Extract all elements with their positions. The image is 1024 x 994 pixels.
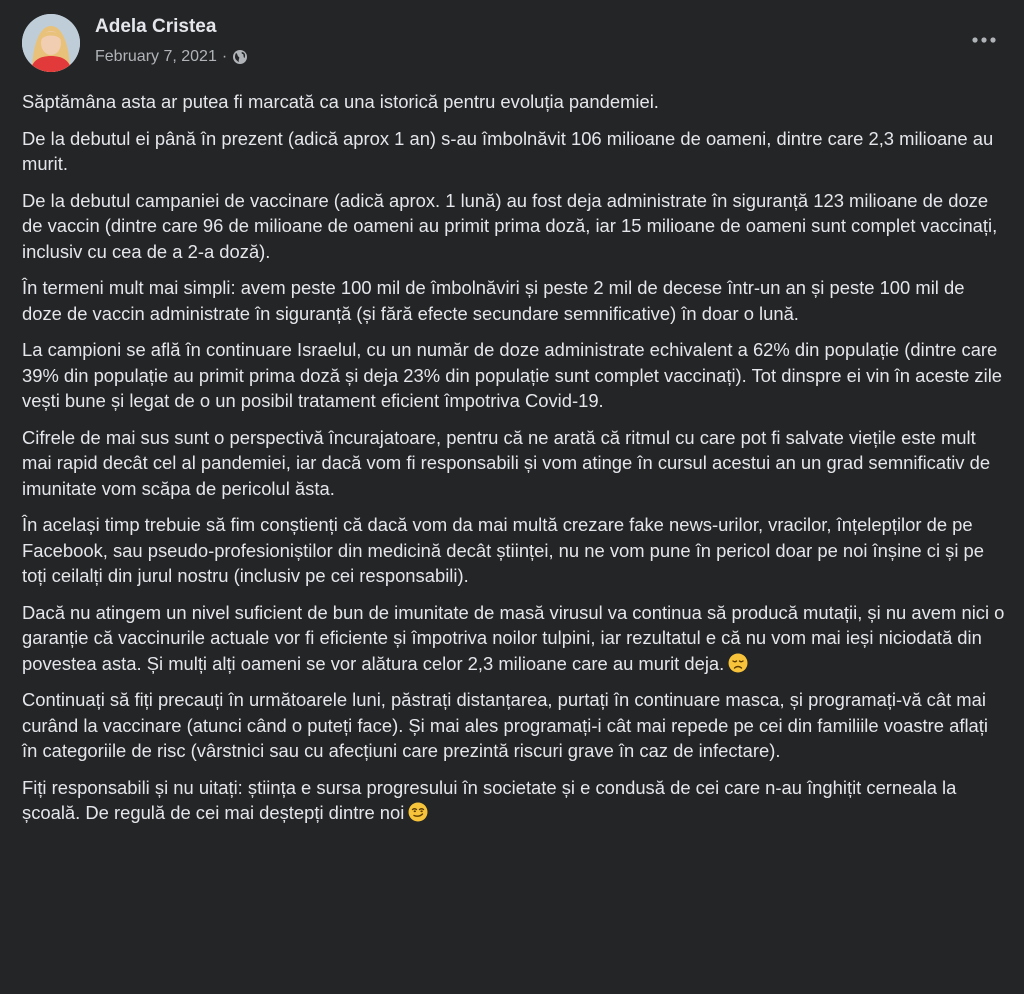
post-paragraph: În același timp trebuie să fim conștienți că dacă vom da mai multă crezare fake news-urilor, vracilor, înțelepților de pe Facebook, sau pseudo-profesioniștilor din medicină decât științei, nu ne vom pune în pericol doar pe noi înșine ci și pe toți ceilalți din jurul nostru (inclusiv pe cei responsabili).	[22, 514, 984, 586]
post-paragraph: În termeni mult mai simpli: avem peste 100 mil de îmbolnăviri și peste 2 mil de decese într-un an și peste 100 mil de doze de vaccin administrate în siguranță (și fără efecte secundare semnificative) în doar o lună.	[22, 277, 965, 324]
post-paragraph: De la debutul ei până în prezent (adică aprox 1 an) s-au îmbolnăvit 106 milioane de oameni, dintre care 2,3 milioane au murit.	[22, 127, 994, 174]
disappointed-face-emoji	[728, 653, 748, 673]
more-horizontal-icon	[971, 36, 997, 44]
author-name[interactable]: Adela Cristea	[95, 16, 217, 37]
avatar[interactable]	[22, 14, 80, 72]
globe-icon[interactable]	[232, 49, 248, 65]
meta-separator: ·	[221, 48, 228, 65]
avatar-image	[22, 14, 80, 72]
post-body	[22, 89, 1007, 837]
post-header	[0, 0, 1024, 90]
post-paragraph: Fiți responsabili și nu uitați: știința e sursa progresului în societate și e condusă de cei care n-au înghițit cerneala la școală. De regulă de cei mai deștepți dintre noi	[22, 776, 957, 823]
more-options-button[interactable]	[964, 26, 1004, 54]
post-paragraph: La campioni se află în continuare Israelul, cu un număr de doze administrate echivalent a 62% din populație (dintre care 39% din populație au primit prima doză și deja 23% din populație sunt complet vaccinați). Tot dinspre ei vin în aceste zile vești bune și legat de o un posibil tratament eficient împotriva Covid-19.	[22, 339, 1003, 411]
post-paragraph: Continuați să fiți precauți în următoarele luni, păstrați distanțarea, purtați în continuare masca, și programați-vă cât mai curând la vaccinare (atunci când o puteți face). Și mai ales programați-i cât mai repede pe cei din familiile voastre aflați în categoriile de risc (vârstnici sau cu afecțiuni care prezintă riscuri grave în caz de infectare).	[22, 689, 988, 761]
post-paragraph: Cifrele de mai sus sunt o perspectivă încurajatoare, pentru că ne arată că ritmul cu care pot fi salvate viețile este mult mai rapid decât cel al pandemiei, iar dacă vom fi responsabili și vom atinge în cursul acestui an un grad semnificativ de imunitate vom scăpa de pericolul ăsta.	[22, 426, 991, 499]
post-paragraph: Dacă nu atingem un nivel suficient de bun de imunitate de masă virusul va continua să producă mutații, și nu avem nici o garanție că vaccinurile actuale vor fi eficiente și împotriva noilor tulpini, iar rezultatul e că nu vom mai ieși niciodată din povestea asta. Și mulți alți oameni se vor alătura celor 2,3 milioane care au murit deja.	[22, 601, 1005, 674]
post-paragraph: De la debutul campaniei de vaccinare (adică aprox. 1 lună) au fost deja administrate în siguranță 123 milioane de doze de vaccin (dintre care 96 de milioane de oameni au primit prima doză, iar 15 milioane de oameni sunt complet vaccinați, inclusiv cu cea de a 2-a doză).	[22, 189, 998, 262]
post-date[interactable]: February 7, 2021	[95, 48, 217, 65]
post-meta	[95, 47, 248, 67]
smirking-face-emoji	[408, 802, 428, 822]
post-paragraph: Săptămâna asta ar putea fi marcată ca una istorică pentru evoluția pandemiei.	[22, 91, 659, 112]
